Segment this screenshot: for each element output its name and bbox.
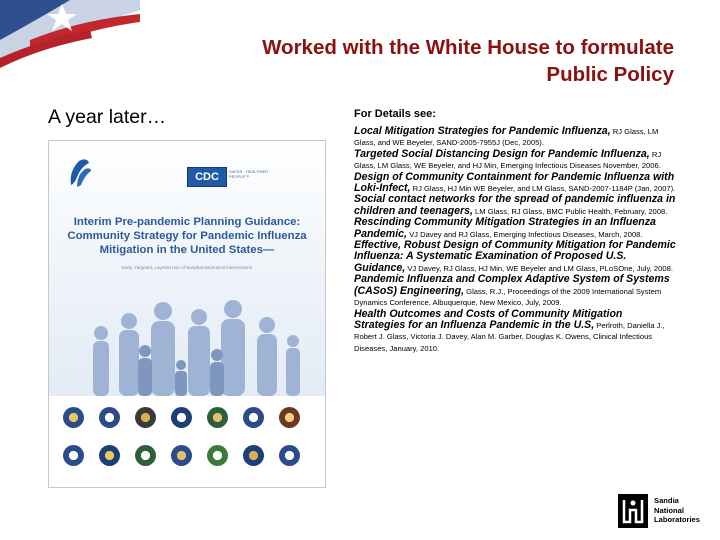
reference-details: Perlroth, Daniella J., Robert J. Glass, Victoria J. Davey, Alan M. Garber, Douglas K. Owens, Clinical Infectious Diseases, January, 2010. <box>354 320 665 353</box>
logo-line3: Laboratories <box>654 515 700 524</box>
sandia-logo-text <box>654 496 700 525</box>
people-silhouettes-illustration <box>71 281 311 396</box>
hhs-logo-icon <box>67 155 93 189</box>
reference-title: Rescinding Community Mitigation Strategies in an Influenza Pandemic, <box>354 216 656 240</box>
cdc-logo: CDC <box>187 167 227 187</box>
reference-details: Glass, R.J., Proceedings of the 2009 International System Dynamics Conference, Albuquerque, New Mexico, July, 2009. <box>354 286 662 308</box>
reference-item <box>354 172 676 195</box>
agency-seals <box>55 399 319 483</box>
reference-title: Targeted Social Distancing Design for Pandemic Influenza, <box>354 147 650 160</box>
reference-details: LM Glass, RJ Glass, BMC Public Health, February, 2008. <box>472 206 668 216</box>
details-heading: For Details see: <box>354 108 436 120</box>
agency-seal-icon <box>63 445 84 466</box>
reference-item <box>354 194 676 217</box>
reference-title: Effective, Robust Design of Community Mitigation for Pandemic Influenza: A Systematic Examination of Proposed U.S. Guidance, <box>354 239 676 274</box>
reference-title: Design of Community Containment for Pandemic Influenza with Loki-Infect, <box>354 170 675 195</box>
cover-title-line3: Mitigation in the United States— <box>99 244 275 256</box>
reference-title: Pandemic Influenza and Complex Adaptive System of Systems (CASoS) Engineering, <box>354 273 670 297</box>
reference-item <box>354 126 676 149</box>
cover-title-line1: Interim Pre-pandemic Planning Guidance: <box>73 216 301 228</box>
slide-title-line2: Public Policy <box>546 63 674 86</box>
agency-seal-icon <box>171 445 192 466</box>
slide-title <box>160 34 674 88</box>
logo-line2: National <box>654 505 684 515</box>
reference-list <box>354 126 676 354</box>
reference-item <box>354 240 676 274</box>
reference-details: RJ Glass, LM Glass, WE Beyeler, and HJ Min, Emerging Infectious Diseases November, 2006. <box>354 149 662 171</box>
cover-title-line2: Community Strategy for Pandemic Influenza <box>67 230 307 242</box>
agency-seal-icon <box>171 407 192 428</box>
reference-details: VJ Davey, RJ Glass, HJ Min, WE Beyeler and LM Glass, PLoSOne, July, 2008. <box>405 263 673 273</box>
reference-item <box>354 309 676 355</box>
reference-title: Local Mitigation Strategies for Pandemic Influenza, <box>354 125 611 137</box>
agency-seal-icon <box>63 407 84 428</box>
agency-seal-icon <box>243 445 264 466</box>
agency-seal-icon <box>135 407 156 428</box>
reference-item <box>354 217 676 240</box>
reference-details: RJ Glass, LM Glass, and WE Beyeler, SAND-2005-7955J (Dec, 2005). <box>354 127 659 148</box>
reference-details: VJ Davey and RJ Glass, Emerging Infectious Diseases, March, 2008. <box>407 229 643 239</box>
cover-subtitle: Early, Targeted, Layered Use of Nonpharmaceutical Interventions <box>122 265 252 270</box>
cover-title <box>61 215 313 257</box>
agency-seal-icon <box>135 445 156 466</box>
reference-details: RJ Glass, HJ Min WE Beyeler, and LM Glass, SAND-2007-1184P (Jan, 2007). <box>410 184 676 194</box>
agency-seal-icon <box>279 445 300 466</box>
agency-seal-icon <box>279 407 300 428</box>
flag-star-decoration <box>0 0 140 70</box>
guidance-cover-image <box>48 140 326 488</box>
agency-seal-icon <box>243 407 264 428</box>
agency-seal-icon <box>99 407 120 428</box>
reference-item <box>354 149 676 172</box>
reference-item <box>354 274 676 308</box>
reference-title: Social contact networks for the spread of pandemic influenza in children and teenagers, <box>354 193 676 217</box>
logo-line1: Sandia <box>654 496 679 505</box>
cdc-tagline: SAFER · HEALTHIER · PEOPLE™ <box>229 169 271 179</box>
sandia-thunderbird-icon <box>618 494 648 528</box>
sandia-logo <box>618 492 710 534</box>
agency-seal-icon <box>207 407 228 428</box>
slide-title-line1: Worked with the White House to formulate <box>262 36 674 59</box>
agency-seal-icon <box>207 445 228 466</box>
reference-title: Health Outcomes and Costs of Community Mitigation Strategies for an Influenza Pandemic in the U.S, <box>354 307 623 331</box>
slide-subtitle: A year later… <box>48 106 167 128</box>
agency-seal-icon <box>99 445 120 466</box>
